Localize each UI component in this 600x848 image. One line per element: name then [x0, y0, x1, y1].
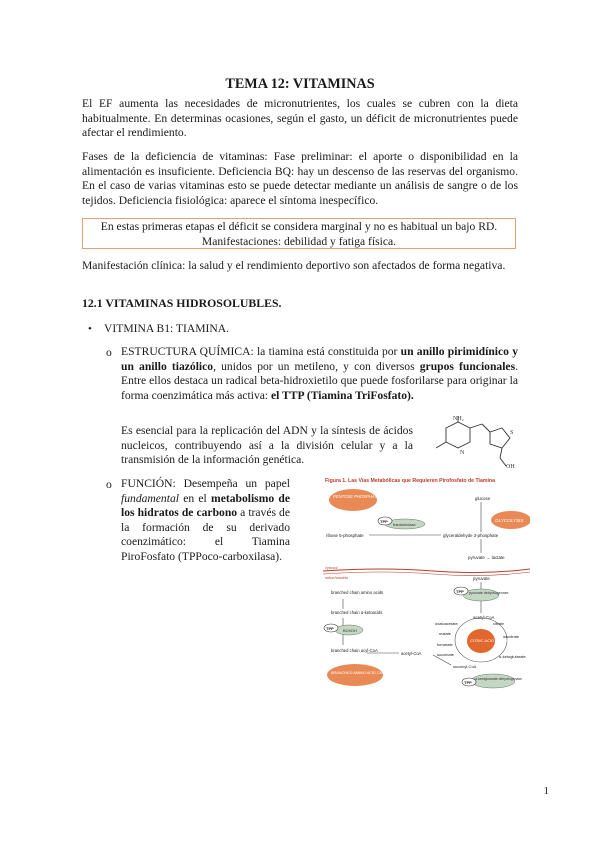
- fumarate-label: fumarate: [437, 642, 453, 647]
- bullet-thiamine-label: VITMINA B1: TIAMINA.: [104, 322, 230, 335]
- glycolysis-label: GLYCOLYSIS: [495, 518, 524, 523]
- pentose-cycle-oval: [329, 489, 377, 511]
- intro-paragraph: El EF aumenta las necesidades de micronutrientes, los cuales se cubren con la dieta habitualmente. En determinas ocasiones, según el gasto, un déficit de micronutrientes puede afectar el rendimiento.: [82, 97, 518, 140]
- clinical-paragraph: Manifestación clínica: la salud y el rendimiento deportivo son afectados de forma negativa.: [82, 259, 506, 272]
- function-paragraph: [121, 477, 290, 565]
- func-italic: fundamental: [121, 491, 179, 505]
- oh-label: OH: [506, 464, 515, 470]
- pentose-label: PENTOSE PHOSPHATE CYCLE: [333, 494, 395, 499]
- bcaa-path-label: BRANCHED AMINO ACID CATABOLIC PATHWAY: [331, 671, 417, 675]
- pyruvate-label: pyruvate: [473, 576, 490, 581]
- box-line-1: En estas primeras etapas el déficit se considera marginal y no es habitual un bajo RD.: [100, 220, 498, 233]
- citric-label: CITRIC ACID CYCLE: [470, 638, 509, 643]
- malate-label: malate: [439, 631, 452, 636]
- func-bold: metabolismo de los hidratos de carbono: [121, 491, 290, 520]
- deficiency-phases-paragraph: Fases de la deficiencia de vitaminas: Fase preliminar: el aporte o disponibilidad en la alimentación es insuficiente. Deficiencia BQ: hay un descenso de las reservas del organismo. En el caso de varias vitaminas esto se puede detectar mediante un análisis de sangre o de los tejidos. Deficiencia fisiológica: aparece el síntoma inespecífico.: [82, 150, 518, 207]
- pdh-label: pyruvate dehydrogenase: [469, 591, 509, 595]
- n-label: N: [460, 450, 465, 456]
- replication-paragraph: Es esencial para la replicación del ADN y la síntesis de ácidos nucleicos, contribuyendo así a la división celular y a la transmisión de la información genética.: [121, 424, 413, 467]
- struct-text-3: . Entre ellos destaca un radical beta-hidroxietilo que puede fosforilarse para originar la forma coenzimática más activa:: [121, 359, 518, 402]
- box-line-2: Manifestaciones: debilidad y fatiga física.: [201, 234, 397, 248]
- chemical-structure-paragraph: [121, 345, 518, 403]
- succinylcoa-label: succinyl-CoA: [453, 664, 477, 669]
- struct-bold-rings: un anillo pirimidínico y un anillo tiazólico: [121, 345, 518, 373]
- metabolic-pathways-figure: [323, 475, 530, 698]
- struct-bold-groups: grupos funcionales: [419, 359, 516, 373]
- func-text-3: a través de la formación de su derivado coenzimático: el Tiamina PiroFosfato (TPPoco-carboxilasa).: [121, 506, 290, 563]
- func-text-2: en el: [178, 491, 212, 505]
- tpp-label-3: TPP: [326, 626, 334, 631]
- citrate-label: citrate: [493, 621, 504, 626]
- bcacyl-label: branched chain acyl-CoA: [331, 648, 378, 653]
- tpp-label-2: TPP: [456, 589, 464, 594]
- bullet-marker: •: [88, 323, 92, 335]
- akgdh-label: α-ketoglutarate dehydrogenase: [475, 677, 523, 681]
- section-heading: 12.1 VITAMINAS HIDROSOLUBLES.: [82, 296, 282, 310]
- figure-caption: Figura 1. Las Vías Metabólicas que Requieren Pirofosfato de Tiamina: [325, 478, 495, 484]
- struct-bold-ttp: el TTP (Tiamina TriFosfato).: [271, 388, 414, 402]
- succinate-label: succinate: [437, 652, 454, 657]
- ribose-label: ribose 5-phosphate: [326, 533, 364, 538]
- acetylcoa2-label: acetyl-CoA: [401, 651, 422, 656]
- func-text-1: FUNCIÓN: Desempeña un papel: [121, 477, 290, 490]
- pyruvate-lactate-label: pyruvate → lactate: [468, 555, 505, 560]
- acetylcoa-label: acetyl-CoA: [473, 615, 495, 620]
- akg-label: α-ketoglutarate: [499, 654, 526, 659]
- tpp-label-1: TPP: [380, 519, 388, 524]
- nh2-label: NH₂: [453, 416, 464, 422]
- struct-text-1: ESTRUCTURA QUÍMICA: la tiamina está constituida por: [121, 345, 401, 358]
- page-title: TEMA 12: VITAMINAS: [225, 76, 375, 92]
- bcaa-pathway-oval: [327, 664, 383, 686]
- bcketo-label: branched chain α-ketoacids: [331, 610, 383, 615]
- page-number: 1: [543, 785, 549, 797]
- struct-text-2: , unidos por un metileno, y con diversos: [213, 359, 420, 373]
- isocitrate-label: isocitrate: [503, 634, 520, 639]
- cytosol-label: cytosol: [325, 565, 338, 570]
- mitochondria-label: mitochondria: [325, 575, 348, 580]
- transketolase-label: transketolase: [393, 523, 416, 527]
- oxaloacetate-label: oxaloacetate: [435, 621, 458, 626]
- glucose-label: glucose: [475, 496, 491, 501]
- sub-bullet-marker: o: [106, 346, 112, 359]
- thiamine-structure-diagram: [418, 414, 518, 470]
- bullet-thiamine: [88, 322, 528, 335]
- bcaa-label: branched chain amino acids: [331, 590, 384, 595]
- highlight-box: [82, 218, 516, 249]
- tpp-label-4: TPP: [464, 680, 472, 685]
- s-label: S: [510, 430, 514, 436]
- bckdh-label: BCKDH: [343, 628, 358, 633]
- g3p-label: glyceraldehyde 3-phosphate: [443, 533, 499, 538]
- sub-bullet-marker-2: o: [106, 478, 112, 491]
